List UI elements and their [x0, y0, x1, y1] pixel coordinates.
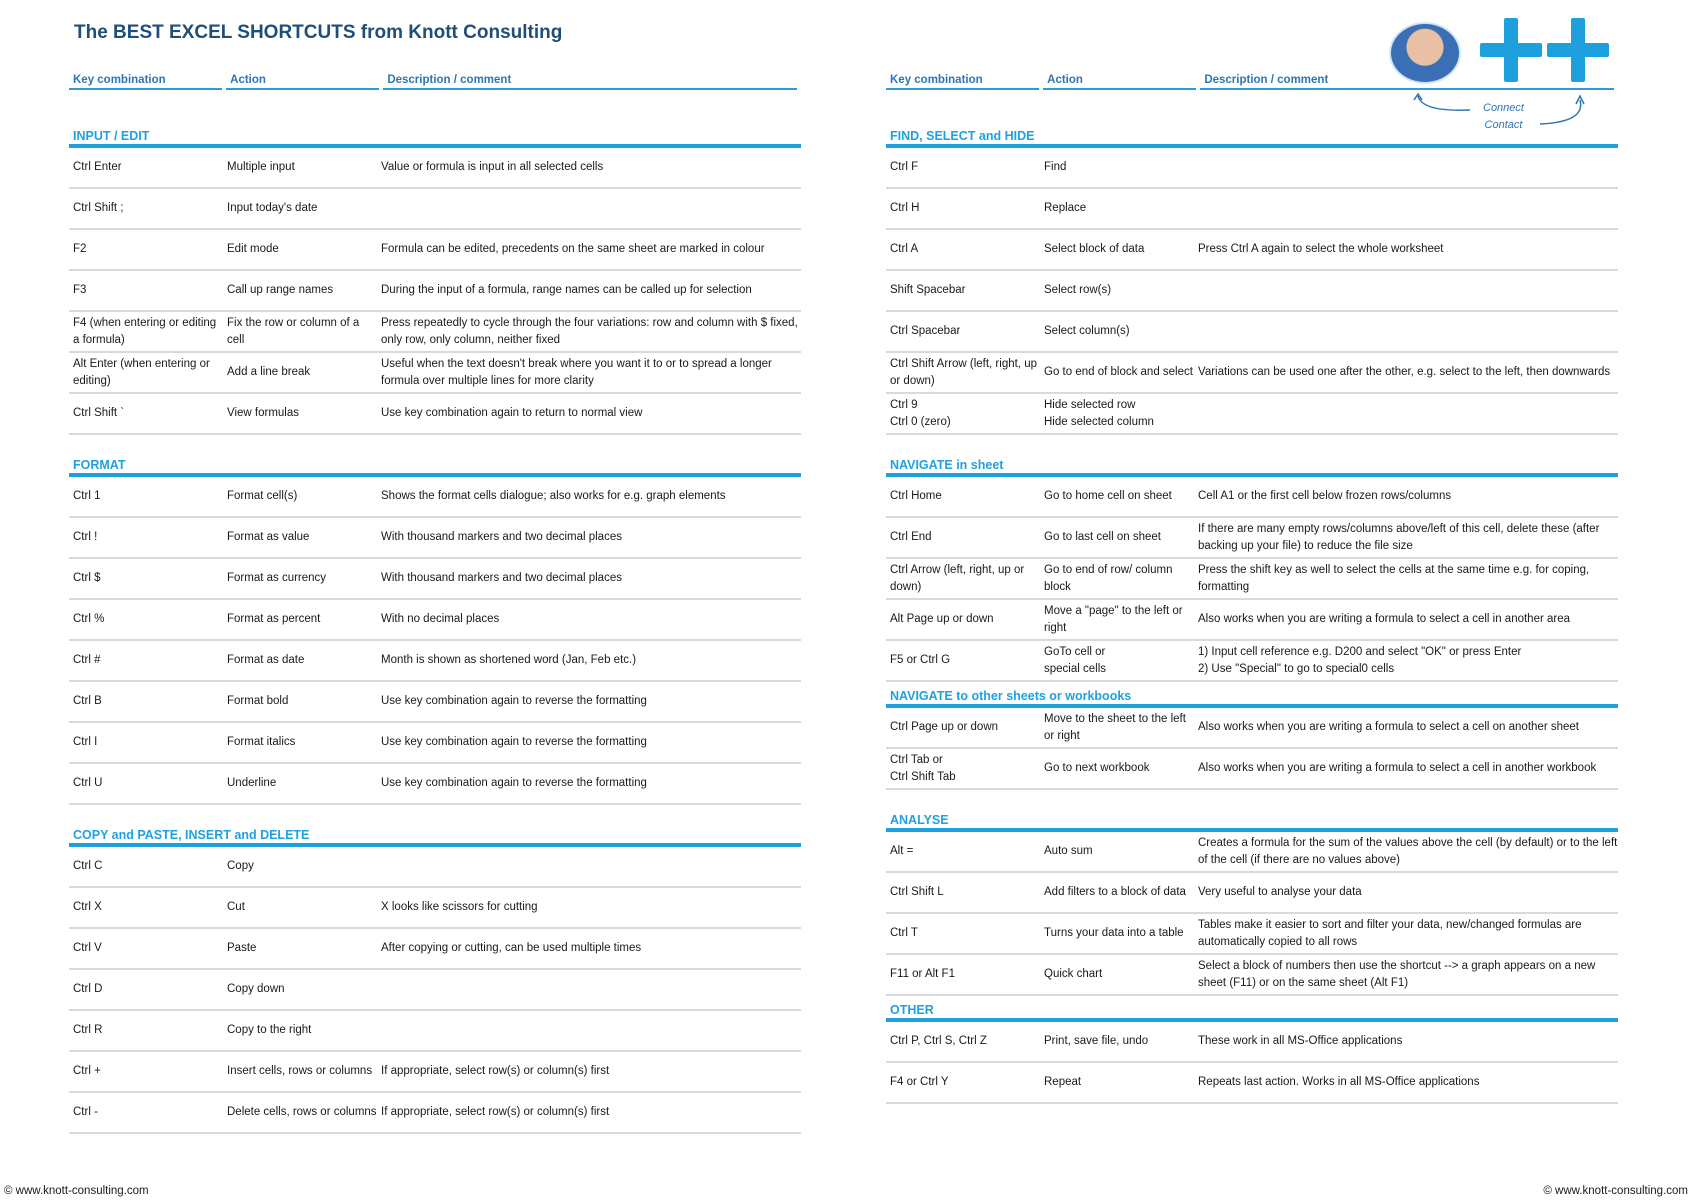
description: Use key combination again to reverse the formatting — [381, 777, 647, 789]
description: Creates a formula for the sum of the values above the cell (by default) or to the left of the cell (if there are no values above) — [1198, 836, 1618, 866]
section-title: FORMAT — [69, 457, 801, 477]
action: Add filters to a block of data — [1044, 886, 1186, 898]
action: Copy down — [227, 983, 285, 995]
shortcut-row — [886, 353, 1618, 394]
shortcut-row — [69, 600, 801, 641]
shortcut-row — [69, 189, 801, 230]
shortcut-row — [886, 189, 1618, 230]
description: Month is shown as shortened word (Jan, Feb etc.) — [381, 654, 637, 666]
description: Variations can be used one after the other, e.g. select to the left, then downwards — [1198, 366, 1611, 378]
section-find-select-hide — [886, 128, 1618, 435]
action: Go to end of row/ column block — [1044, 563, 1173, 593]
section-other — [886, 1002, 1618, 1104]
key-combination: Ctrl # — [73, 654, 101, 666]
footer-left[interactable]: © www.knott-consulting.com — [4, 1185, 149, 1197]
description: X looks like scissors for cutting — [381, 901, 538, 913]
action: Underline — [227, 777, 277, 789]
action: Go to end of block and select — [1044, 366, 1193, 378]
key-combination: Ctrl Home — [890, 490, 942, 502]
action: View formulas — [227, 407, 300, 419]
description: Use key combination again to reverse the formatting — [381, 695, 647, 707]
description: Press Ctrl A again to select the whole worksheet — [1198, 243, 1444, 255]
description: With thousand markers and two decimal places — [381, 572, 622, 584]
shortcut-row — [69, 477, 801, 518]
description: 1) Input cell reference e.g. D200 and select "OK" or press Enter 2) Use "Special" to go to special0 cells — [1198, 645, 1522, 675]
key-combination: Ctrl P, Ctrl S, Ctrl Z — [890, 1035, 987, 1047]
action: Cut — [227, 901, 245, 913]
page-title: The BEST EXCEL SHORTCUTS from Knott Consulting — [74, 22, 563, 43]
column-headers-left — [69, 74, 801, 90]
description: Select a block of numbers then use the shortcut --> a graph appears on a new sheet (F11) or on the same sheet (Alt F1) — [1198, 959, 1596, 989]
footer-right[interactable]: © www.knott-consulting.com — [1543, 1185, 1688, 1197]
section-navigate-other — [886, 688, 1618, 790]
action: Format as date — [227, 654, 305, 666]
key-combination: Ctrl End — [890, 531, 932, 543]
key-combination: Ctrl Shift ; — [73, 202, 124, 214]
description: Use key combination again to reverse the formatting — [381, 736, 647, 748]
key-combination: Ctrl C — [73, 860, 103, 872]
description: Press the shift key as well to select the cells at the same time e.g. for coping, formatting — [1198, 563, 1590, 593]
shortcut-row — [886, 394, 1618, 435]
shortcut-row — [886, 312, 1618, 353]
shortcut-row — [886, 518, 1618, 559]
key-combination: Ctrl Spacebar — [890, 325, 961, 337]
key-combination: Ctrl T — [890, 927, 918, 939]
description: Very useful to analyse your data — [1198, 886, 1362, 898]
action: Go to last cell on sheet — [1044, 531, 1161, 543]
description: Repeats last action. Works in all MS-Office applications — [1198, 1076, 1480, 1088]
shortcut-row — [886, 873, 1618, 914]
description: After copying or cutting, can be used multiple times — [381, 942, 642, 954]
shortcut-row — [69, 682, 801, 723]
key-combination: F2 — [73, 243, 87, 255]
shortcut-row — [69, 1093, 801, 1134]
section-format — [69, 457, 801, 805]
description: If there are many empty rows/columns above/left of this cell, delete these (after backing up your file) to reduce the file size — [1198, 522, 1600, 552]
description: Tables make it easier to sort and filter your data, new/changed formulas are automatically copied to all rows — [1198, 918, 1582, 948]
shortcut-row — [69, 847, 801, 888]
key-combination: F4 (when entering or editing a formula) — [73, 316, 217, 346]
description: Also works when you are writing a formula to select a cell in another area — [1198, 613, 1571, 625]
key-combination: Ctrl Page up or down — [890, 721, 999, 733]
shortcut-row — [69, 559, 801, 600]
shortcut-row — [886, 1022, 1618, 1063]
shortcut-row — [69, 230, 801, 271]
description: Press repeatedly to cycle through the four variations: row and column with $ fixed, only row, only column, neither fixed — [381, 316, 798, 346]
action: Call up range names — [227, 284, 334, 296]
key-combination: Alt Page up or down — [890, 613, 994, 625]
shortcut-row — [886, 230, 1618, 271]
description: Also works when you are writing a formula to select a cell in another workbook — [1198, 762, 1597, 774]
action: Format cell(s) — [227, 490, 298, 502]
action: Copy — [227, 860, 254, 872]
description: Value or formula is input in all selected cells — [381, 161, 604, 173]
key-combination: Alt = — [890, 845, 914, 857]
action: Format as percent — [227, 613, 321, 625]
action: Auto sum — [1044, 845, 1093, 857]
header-key-combination: Key combination — [69, 74, 222, 90]
key-combination: Ctrl Arrow (left, right, up or down) — [890, 563, 1025, 593]
action: Move a "page" to the left or right — [1044, 604, 1183, 634]
key-combination: Ctrl + — [73, 1065, 101, 1077]
shortcut-row — [886, 641, 1618, 682]
action: Select column(s) — [1044, 325, 1130, 337]
section-copy-paste — [69, 827, 801, 1134]
section-title: NAVIGATE to other sheets or workbooks — [886, 688, 1618, 708]
key-combination: Ctrl R — [73, 1024, 103, 1036]
key-combination: Ctrl B — [73, 695, 102, 707]
key-combination: Ctrl Shift ` — [73, 407, 125, 419]
header-action: Action — [226, 74, 379, 90]
key-combination: F11 or Alt F1 — [890, 968, 955, 980]
key-combination: Ctrl Shift Arrow (left, right, up or down) — [890, 357, 1037, 387]
shortcut-row — [69, 353, 801, 394]
key-combination: Ctrl H — [890, 202, 920, 214]
shortcut-row — [886, 477, 1618, 518]
shortcut-row — [69, 929, 801, 970]
section-title: ANALYSE — [886, 812, 1618, 832]
section-title: INPUT / EDIT — [69, 128, 801, 148]
action: Hide selected row Hide selected column — [1044, 398, 1154, 428]
shortcut-row — [69, 641, 801, 682]
key-combination: Ctrl A — [890, 243, 919, 255]
action: Multiple input — [227, 161, 295, 173]
action: Fix the row or column of a cell — [227, 316, 360, 346]
action: Add a line break — [227, 366, 311, 378]
action: Turns your data into a table — [1044, 927, 1184, 939]
action: Quick chart — [1044, 968, 1103, 980]
description: Use key combination again to return to normal view — [381, 407, 643, 419]
action: Copy to the right — [227, 1024, 312, 1036]
description: Cell A1 or the first cell below frozen rows/columns — [1198, 490, 1452, 502]
key-combination: Ctrl V — [73, 942, 102, 954]
description: Shows the format cells dialogue; also works for e.g. graph elements — [381, 490, 726, 502]
shortcut-row — [886, 148, 1618, 189]
shortcut-row — [69, 1052, 801, 1093]
key-combination: F4 or Ctrl Y — [890, 1076, 949, 1088]
key-combination: Ctrl % — [73, 613, 105, 625]
key-combination: F5 or Ctrl G — [890, 654, 951, 666]
left-column — [69, 74, 801, 1134]
section-title: OTHER — [886, 1002, 1618, 1022]
key-combination: Ctrl F — [890, 161, 919, 173]
section-navigate-sheet — [886, 457, 1618, 682]
contact-link[interactable]: Contact — [1484, 119, 1523, 131]
action: Delete cells, rows or columns — [227, 1106, 377, 1118]
shortcut-row — [69, 312, 801, 353]
shortcut-row — [886, 271, 1618, 312]
key-combination: Ctrl Enter — [73, 161, 122, 173]
shortcut-row — [69, 148, 801, 189]
action: Print, save file, undo — [1044, 1035, 1149, 1047]
shortcut-row — [69, 1011, 801, 1052]
description: Formula can be edited, precedents on the same sheet are marked in colour — [381, 243, 765, 255]
action: GoTo cell or special cells — [1044, 645, 1106, 675]
shortcut-row — [886, 708, 1618, 749]
action: Go to home cell on sheet — [1044, 490, 1172, 502]
shortcut-row — [69, 970, 801, 1011]
key-combination: Ctrl Tab or Ctrl Shift Tab — [890, 753, 956, 783]
key-combination: Ctrl ! — [73, 531, 98, 543]
header-description: Description / comment — [1200, 74, 1614, 90]
action: Edit mode — [227, 243, 279, 255]
shortcut-row — [69, 723, 801, 764]
header-description: Description / comment — [383, 74, 797, 90]
key-combination: Alt Enter (when entering or editing) — [73, 357, 210, 387]
key-combination: Ctrl 1 — [73, 490, 101, 502]
right-column — [886, 74, 1618, 1104]
action: Find — [1044, 161, 1067, 173]
plus-icon-connect[interactable] — [1480, 18, 1542, 82]
shortcut-row — [886, 832, 1618, 873]
section-input-edit — [69, 128, 801, 435]
shortcut-row — [69, 888, 801, 929]
section-title: COPY and PASTE, INSERT and DELETE — [69, 827, 801, 847]
shortcut-row — [886, 955, 1618, 996]
section-analyse — [886, 812, 1618, 996]
action: Input today's date — [227, 202, 318, 214]
shortcut-row — [886, 600, 1618, 641]
action: Select block of data — [1044, 243, 1145, 255]
key-combination: Ctrl I — [73, 736, 98, 748]
action: Repeat — [1044, 1076, 1082, 1088]
shortcut-row — [69, 764, 801, 805]
key-combination: Ctrl X — [73, 901, 102, 913]
shortcut-row — [886, 559, 1618, 600]
shortcut-row — [886, 914, 1618, 955]
action: Format as currency — [227, 572, 327, 584]
action: Format bold — [227, 695, 289, 707]
action: Move to the sheet to the left or right — [1044, 712, 1186, 742]
key-combination: Ctrl $ — [73, 572, 101, 584]
description: If appropriate, select row(s) or column(s) first — [381, 1106, 610, 1118]
plus-icon-contact[interactable] — [1547, 18, 1609, 82]
description: Useful when the text doesn't break where you want it to or to spread a longer formula over multiple lines for more clarity — [381, 357, 772, 387]
shortcut-row — [886, 1063, 1618, 1104]
description: If appropriate, select row(s) or column(s) first — [381, 1065, 610, 1077]
action: Paste — [227, 942, 257, 954]
header-action: Action — [1043, 74, 1196, 90]
action: Go to next workbook — [1044, 762, 1150, 774]
action: Format as value — [227, 531, 310, 543]
description: During the input of a formula, range names can be called up for selection — [381, 284, 752, 296]
column-headers-right — [886, 74, 1618, 90]
key-combination: Ctrl D — [73, 983, 103, 995]
action: Replace — [1044, 202, 1087, 214]
action: Format italics — [227, 736, 296, 748]
header-key-combination: Key combination — [886, 74, 1039, 90]
key-combination: F3 — [73, 284, 87, 296]
key-combination: Ctrl U — [73, 777, 103, 789]
section-title: FIND, SELECT and HIDE — [886, 128, 1618, 148]
description: With thousand markers and two decimal places — [381, 531, 622, 543]
action: Select row(s) — [1044, 284, 1112, 296]
shortcut-row — [69, 518, 801, 559]
key-combination: Ctrl Shift L — [890, 886, 944, 898]
section-title: NAVIGATE in sheet — [886, 457, 1618, 477]
description: With no decimal places — [381, 613, 500, 625]
action: Insert cells, rows or columns — [227, 1065, 373, 1077]
description: Also works when you are writing a formula to select a cell on another sheet — [1198, 721, 1579, 733]
key-combination: Ctrl 9 Ctrl 0 (zero) — [890, 398, 951, 428]
key-combination: Shift Spacebar — [890, 284, 966, 296]
key-combination: Ctrl - — [73, 1106, 98, 1118]
shortcut-row — [886, 749, 1618, 790]
connect-link[interactable]: Connect — [1483, 102, 1524, 114]
shortcut-row — [69, 394, 801, 435]
shortcut-row — [69, 271, 801, 312]
description: These work in all MS-Office applications — [1198, 1035, 1403, 1047]
